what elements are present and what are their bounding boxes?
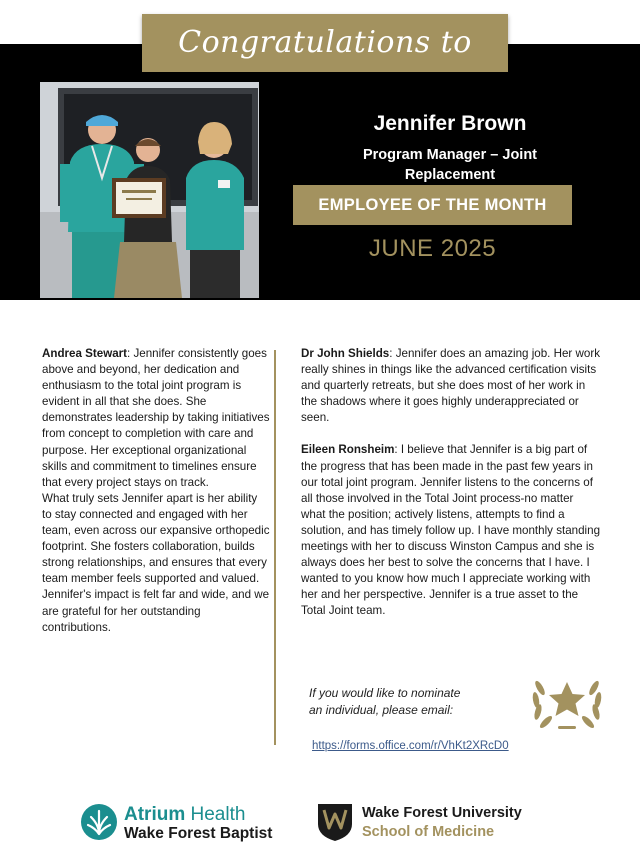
atrium-health-logo [80,801,290,847]
award-label: EMPLOYEE OF THE MONTH [318,196,547,214]
testimonial-john [301,346,601,426]
testimonial-andrea-p1 [42,346,270,491]
award-photo-illustration [40,82,259,298]
atrium-wordmark [124,804,245,826]
wfu-medicine-logo [316,801,556,847]
testimonial-andrea-p2: What truly sets Jennifer apart is her ability to stay connected and engaged with her team, even across our expansive orthopedic footprint. She fosters collaboration, builds strong relationships, and ensures that every team member feels supported and valued. Jennifer's impact is felt far and wide, and we are grateful for her outstanding contributions. [42,491,270,634]
nomination-line-2: an individual, please email: [309,703,454,717]
role-line-2: Replacement [404,167,496,183]
role-line-1: Program Manager – Joint [362,147,538,163]
atrium-subtitle: Wake Forest Baptist [124,825,273,842]
atrium-word-1: Atrium [124,804,186,825]
banner-text: Congratulations to [178,25,472,60]
testimonial-eileen [301,442,601,619]
testimonial-text: : Jennifer does an amazing job. Her work really shines in things like the advanced certification visits and quarterly retreats, but she does most of her work in the shadows where it goes highly underappreciated or seen. [301,347,600,425]
testimonial-text: : Jennifer consistently goes above and beyond, her dedication and enthusiasm to the total joint program is evident in all that she does. She demonstrates leadership by taking initiatives from concept to completion with care and purpose. Her exceptional organizational skills and commitment to timelines ensure that every project stays on track. [42,347,270,489]
testimonial-text: : I believe that Jennifer is a big part of the progress that has been made in the past few years in our total joint program. Jennifer listens to the concerns of all those involved in the Total Joint process-no matter what the position; actively listens, attempts to find a solution, and has timely follow up. I have monthly standing meetings with her to discuss Winston Campus and she is always does her best to solve the concerns that I have. I wanted to you know how much I appreciate working with her and her perspective. Jennifer is a true asset to the Total Joint team. [301,443,601,618]
nomination-link[interactable]: https://forms.office.com/r/VhKt2XRcD0 [312,740,509,752]
testimonial-author: Eileen Ronsheim [301,443,395,457]
congratulations-banner [142,14,508,72]
honoree-role [320,145,580,185]
atrium-leaf-icon [80,803,118,841]
atrium-word-2: Health [190,804,246,825]
column-divider [274,350,276,745]
laurel-star-icon [528,664,606,734]
testimonial-author: Andrea Stewart [42,347,128,360]
nomination-line-1: If you would like to nominate [309,686,461,700]
award-month: JUNE 2025 [368,235,497,262]
wfu-line-1: Wake Forest University [362,805,522,821]
wfu-line-2: School of Medicine [362,824,495,840]
wfu-shield-icon [316,802,354,842]
testimonial-andrea [42,346,270,636]
testimonials-right [301,346,601,636]
honoree-name: Jennifer Brown [373,112,527,135]
testimonial-author: Dr John Shields [301,347,390,360]
award-photo [40,82,259,298]
nomination-prompt [309,685,509,719]
award-label-box [293,185,572,225]
